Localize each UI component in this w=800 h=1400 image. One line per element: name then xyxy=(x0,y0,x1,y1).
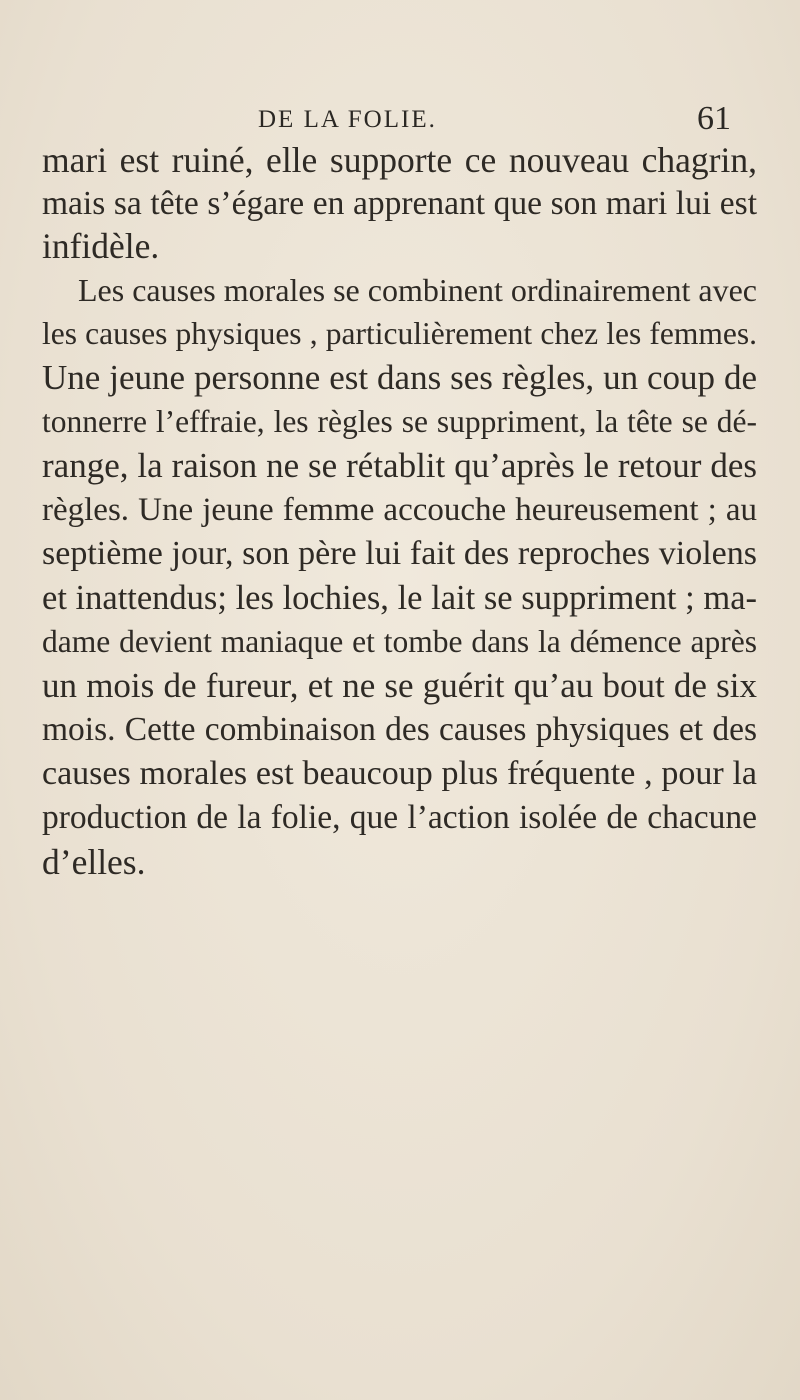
text-line: range, la raison ne se rétablit qu’après le retour des xyxy=(42,446,757,485)
text-line: septième jour, son père lui fait des reproches violens xyxy=(42,535,757,572)
running-title: DE LA FOLIE. xyxy=(258,106,437,133)
page-number: 61 xyxy=(697,100,731,137)
text-line: mais sa tête s’égare en apprenant que son mari lui est xyxy=(42,185,757,222)
text-line: tonnerre l’effraie, les règles se suppriment, la tête se dé- xyxy=(42,404,757,439)
text-line: les causes physiques , particulièrement chez les femmes. xyxy=(42,316,757,351)
text-line: et inattendus; les lochies, le lait se suppriment ; ma- xyxy=(42,579,757,617)
text-line: dame devient maniaque et tombe dans la démence après xyxy=(42,624,757,659)
text-line: d’elles. xyxy=(42,842,146,882)
page-header xyxy=(0,102,800,142)
text-line: Une jeune personne est dans ses règles, un coup de xyxy=(42,358,757,397)
text-line: infidèle. xyxy=(42,226,160,266)
text-line: production de la folie, que l’action isolée de chacune xyxy=(42,799,757,836)
text-line: mois. Cette combinaison des causes physiques et des xyxy=(42,711,757,748)
text-line: règles. Une jeune femme accouche heureusement ; au xyxy=(42,492,757,528)
text-line: causes morales est beaucoup plus fréquente , pour la xyxy=(42,755,757,792)
text-line: un mois de fureur, et ne se guérit qu’au bout de six xyxy=(42,666,757,705)
text-line: Les causes morales se combinent ordinairement avec xyxy=(78,272,757,308)
text-line: mari est ruiné, elle supporte ce nouveau chagrin, xyxy=(42,140,757,180)
